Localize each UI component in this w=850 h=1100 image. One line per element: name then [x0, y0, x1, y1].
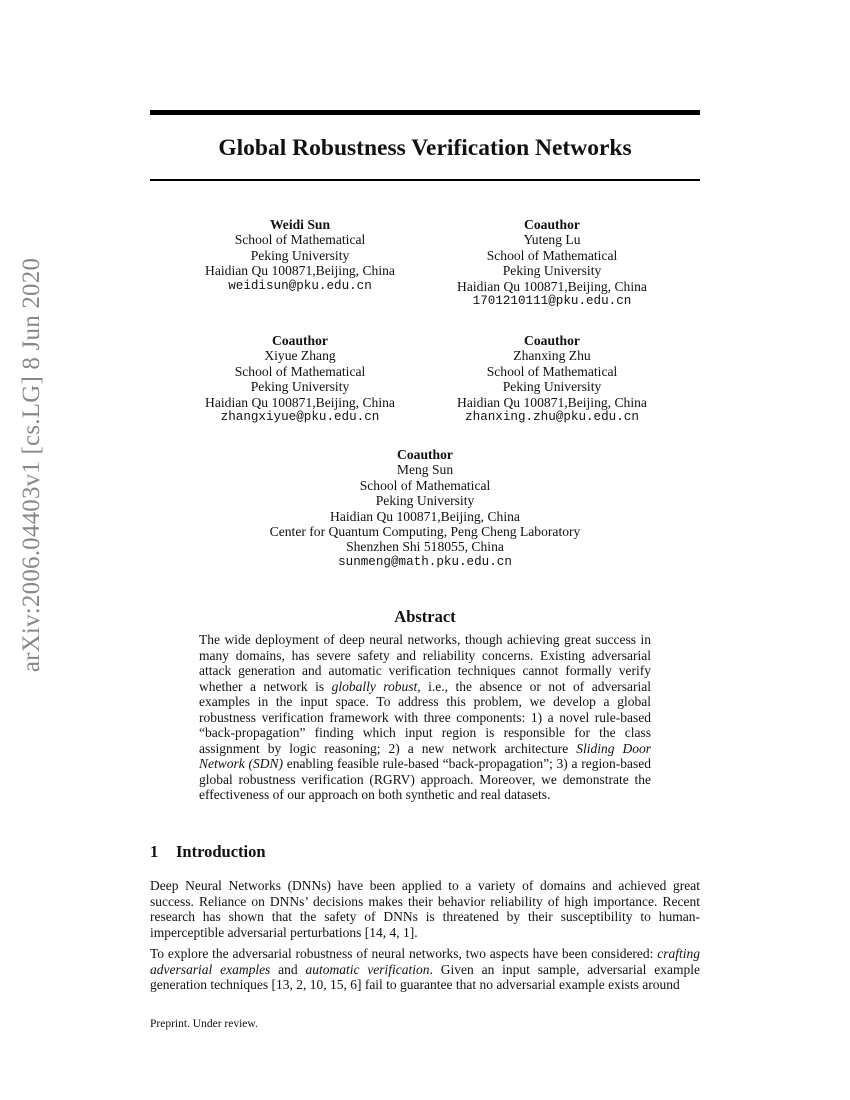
author-name: Coauthor [524, 217, 580, 232]
author-block-2 [417, 217, 687, 309]
author-block-3 [165, 333, 435, 425]
author-line: Peking University [502, 379, 602, 395]
author-block-4 [417, 333, 687, 425]
footer-note: Preprint. Under review. [150, 1018, 258, 1030]
abstract-emphasis: globally robust [331, 678, 418, 694]
author-line: Shenzhen Shi 518055, China [346, 539, 504, 555]
author-block-5 [225, 447, 625, 570]
paragraph-emphasis: crafting adversarial examples [150, 946, 700, 977]
section-title: Introduction [176, 842, 266, 861]
author-line: Peking University [250, 379, 350, 395]
paragraph-text: . Given an input sample, adversarial example generation techniques [13, 2, 10, 15, 6] fail to guarantee that no adversarial example exists around [150, 961, 700, 992]
author-line: School of Mathematical [486, 247, 618, 263]
author-name: Coauthor [397, 447, 453, 462]
arxiv-sidebar [18, 257, 54, 673]
author-line: School of Mathematical [234, 363, 366, 379]
author-name: Coauthor [524, 333, 580, 348]
author-email: 1701210111@pku.edu.cn [472, 294, 632, 309]
author-line: Yuteng Lu [523, 232, 581, 248]
abstract-text: enabling feasible rule-based “back-propagation”; 3) a region-based global robustness verification (RGRV) approach. Moreover, we demonstrate the effectiveness of our approach on both synthetic and real datasets. [199, 756, 651, 802]
paragraph-text: and [270, 961, 306, 977]
abstract-text: The wide deployment of deep neural networks, though achieving great success in many domains, has severe safety and reliability concerns. Existing adversarial attack generation and automatic verification techniques cannot formally verify whether a network is [199, 632, 651, 694]
arxiv-identifier: arXiv:2006.04403v1 [cs.LG] 8 Jun 2020 [18, 257, 45, 673]
author-line: Haidian Qu 100871,Beijing, China [457, 394, 647, 410]
abstract-body [199, 632, 651, 803]
author-line: School of Mathematical [359, 477, 491, 493]
author-email: weidisun@pku.edu.cn [228, 278, 372, 293]
author-line: Center for Quantum Computing, Peng Cheng Laboratory [269, 524, 581, 540]
author-line: Haidian Qu 100871,Beijing, China [330, 508, 520, 524]
author-line: Meng Sun [396, 462, 454, 478]
section-heading-introduction [150, 842, 266, 862]
abstract-text: , i.e., the absence or not of adversarial examples in the input space. To address this problem, we develop a global robustness verification framework with three components: 1) a novel rule-based “back-propagation” finding which input region is responsible for the class assignment by logic reasoning; 2) a new network architecture [199, 678, 651, 756]
author-email: sunmeng@math.pku.edu.cn [338, 554, 512, 569]
author-line: Haidian Qu 100871,Beijing, China [205, 263, 395, 279]
author-email: zhanxing.zhu@pku.edu.cn [465, 410, 639, 425]
author-line: Zhanxing Zhu [513, 348, 591, 364]
author-line: Peking University [502, 263, 602, 279]
paragraph-text: To explore the adversarial robustness of neural networks, two aspects have been considered: [150, 946, 658, 961]
section-number: 1 [150, 842, 159, 861]
author-line: School of Mathematical [234, 232, 366, 248]
author-line: Peking University [375, 493, 475, 509]
author-name: Weidi Sun [269, 217, 331, 232]
intro-paragraph-1: Deep Neural Networks (DNNs) have been applied to a variety of domains and achieved great success. Reliance on DNNs’ decisions makes their behavior reliability of high importance. Recent research has shown that the safety of DNNs is threatened by their susceptibility to human-imperceptible adversarial perturbations [14, 4, 1]. [150, 878, 700, 940]
intro-paragraph-2 [150, 946, 700, 993]
author-name: Coauthor [272, 333, 328, 348]
author-email: zhangxiyue@pku.edu.cn [220, 410, 380, 425]
paper-title: Global Robustness Verification Networks [218, 135, 632, 161]
author-block-1 [165, 217, 435, 294]
author-line: Haidian Qu 100871,Beijing, China [205, 394, 395, 410]
author-line: School of Mathematical [486, 363, 618, 379]
abstract-emphasis: Sliding Door Network (SDN) [199, 740, 651, 771]
paragraph-emphasis: automatic verification [305, 961, 430, 977]
author-line: Xiyue Zhang [264, 348, 336, 364]
author-line: Peking University [250, 247, 350, 263]
abstract-heading: Abstract [394, 607, 456, 626]
title-rule [150, 179, 700, 181]
author-line: Haidian Qu 100871,Beijing, China [457, 278, 647, 294]
top-rule [150, 110, 700, 115]
